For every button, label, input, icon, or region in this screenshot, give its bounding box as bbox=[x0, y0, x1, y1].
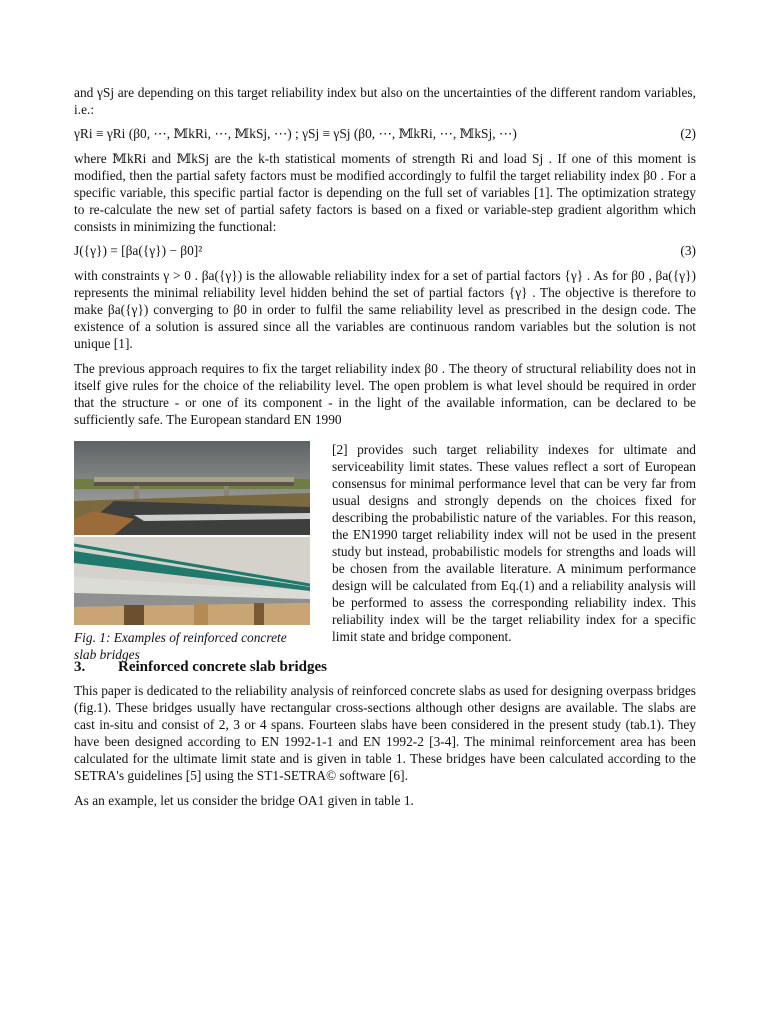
equation-2 bbox=[74, 118, 696, 150]
section-title: Reinforced concrete slab bridges bbox=[118, 659, 327, 676]
figure-caption: Fig. 1: Examples of reinforced concrete slab bridges bbox=[74, 630, 287, 663]
equation-3-number: (3) bbox=[680, 243, 696, 258]
equation-3-body: J({γ}) = [βa({γ}) − β0]² bbox=[74, 243, 203, 258]
bridge-photo-bottom bbox=[74, 537, 310, 625]
figure-wrap bbox=[74, 441, 696, 663]
bridge-photo-top bbox=[74, 441, 310, 535]
paragraph-6: As an example, let us consider the bridge OA1 given in table 1. bbox=[74, 793, 414, 809]
equation-3 bbox=[74, 235, 696, 267]
paragraph-4: The previous approach requires to fix the target reliability index β0 . The theory of structural reliability does not in itself give rules for the choice of the reliability level. The open problem is what level should be required in order that the structure - or one of its component - in the light of the available information, can be declared to be sufficiently safe. The European standard EN 1990 bbox=[74, 361, 696, 427]
figure-1 bbox=[74, 441, 310, 663]
equation-2-body: γRi ≡ γRi (β0, ⋯, 𝕄kRi, ⋯, 𝕄kSj, ⋯) ; γSj ≡ γSj (β0, ⋯, 𝕄kRi, ⋯, 𝕄kSj, ⋯) bbox=[74, 126, 517, 141]
equation-2-number: (2) bbox=[680, 126, 696, 141]
paper-page bbox=[74, 84, 696, 809]
paragraph-4-continued: [2] provides such target reliability indexes for ultimate and serviceability limit states. These values reflect a sort of European consensus for minimal performance level that can be very far from usual designs and strongly depends on the choices fixed for describing the probabilistic nature of the variables. For this reason, the EN1990 target reliability index will not be used in the present study but instead, probabilistic models for strengths and loads will be chosen from the available literature. A minimum performance design will be calculated from Eq.(1) and a reliability analysis will be performed to assess the corresponding reliability index. This reliability index will be the target reliability index for a specific limit state and bridge component. bbox=[332, 442, 696, 645]
paragraph-1: and γSj are depending on this target reliability index but also on the uncertainties of the different random variables, i.e.: bbox=[74, 85, 696, 117]
section-number: 3. bbox=[74, 659, 86, 676]
paragraph-5: This paper is dedicated to the reliability analysis of reinforced concrete slabs as used for designing overpass bridges (fig.1). These bridges usually have rectangular cross-sections although other designs are available. The slabs are cast in-situ and consist of 2, 3 or 4 spans. Fourteen slabs have been considered in the present study (tab.1). They have been designed according to EN 1992-1-1 and EN 1992-2 [3-4]. The minimal reinforcement area has been calculated for the ultimate limit state and is given in table 1. These bridges have been calculated according to the SETRA's guidelines [5] using the ST1-SETRA© software [6]. bbox=[74, 683, 696, 784]
paragraph-3: with constraints γ > 0 . βa({γ}) is the allowable reliability index for a set of partial factors {γ} . As for β0 , βa({γ}) represents the minimal reliability level hidden behind the set of partial factors {γ} . The objective is therefore to make βa({γ}) converging to β0 in order to fulfil the same reliability level as prescribed in the design code. The existence of a solution is assured since all the variables are continuous random variables but the solution is not unique [1]. bbox=[74, 268, 696, 351]
paragraph-2: where 𝕄kRi and 𝕄kSj are the k-th statistical moments of strength Ri and load Sj . If one of this moment is modified, then the partial safety factors must be modified accordingly to fulfil the target reliability index β0 . For a specific variable, this specific partial factor is depending on the full set of variables [1]. The optimization strategy to re-calculate the new set of partial safety factors is based on a fixed or variable-step gradient algorithm which consists in minimizing the functional: bbox=[74, 151, 696, 234]
